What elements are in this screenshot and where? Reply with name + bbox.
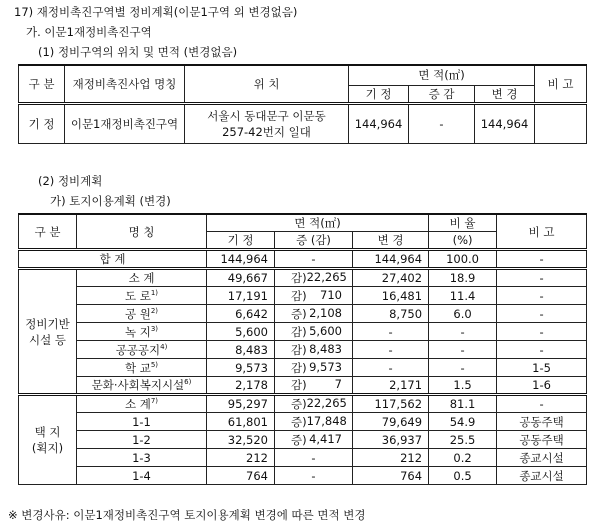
row-note: 공동주택 bbox=[497, 431, 587, 449]
footnote: ※ 변경사유: 이문1재정비촉진구역 토지이용계획 변경에 따른 면적 변경 bbox=[8, 508, 366, 522]
row-ratio: 18.9 bbox=[429, 269, 497, 287]
header-ratio: 비 율 bbox=[429, 214, 497, 232]
footnote-marker: 5) bbox=[150, 360, 159, 369]
total-label: 합 계 bbox=[19, 250, 207, 269]
change-value: 5,600 bbox=[309, 323, 342, 338]
table-row bbox=[19, 250, 587, 269]
change-value: 9,573 bbox=[309, 359, 342, 374]
row-existing: 2,178 bbox=[207, 377, 275, 395]
row-note: 1-5 bbox=[497, 359, 587, 377]
row-name bbox=[77, 359, 207, 377]
row-name-text: 1-2 bbox=[132, 432, 151, 447]
row-project-name: 이문1재정비촉진구역 bbox=[65, 103, 185, 143]
row-name-text: 1-4 bbox=[132, 468, 151, 483]
header-ratio-unit: (%) bbox=[429, 232, 497, 250]
row-changed: 212 bbox=[353, 449, 429, 467]
table-row bbox=[19, 359, 587, 377]
footnote-marker: 1) bbox=[150, 288, 159, 297]
row-existing: 95,297 bbox=[207, 395, 275, 413]
row-existing: 61,801 bbox=[207, 413, 275, 431]
infrastructure-group-label-line1: 정비기반 bbox=[25, 316, 70, 331]
change-sign: 감) bbox=[291, 324, 307, 339]
change-value: 8,483 bbox=[309, 341, 342, 356]
row-name bbox=[77, 305, 207, 323]
row-ratio: - bbox=[429, 323, 497, 341]
housing-lot-group-label bbox=[19, 395, 77, 485]
total-existing: 144,964 bbox=[207, 250, 275, 269]
total-changed: 144,964 bbox=[353, 250, 429, 269]
housing-lot-group-label-line2: (획지) bbox=[31, 441, 64, 455]
row-name bbox=[77, 431, 207, 449]
row-changed: - bbox=[353, 341, 429, 359]
row-change bbox=[275, 269, 353, 287]
page-heading: 17) 재정비촉진구역별 정비계획(이문1구역 외 변경없음) bbox=[14, 5, 298, 19]
change-value: 710 bbox=[320, 287, 342, 302]
row-name bbox=[77, 413, 207, 431]
row-change bbox=[275, 341, 353, 359]
header-name: 명 칭 bbox=[77, 214, 207, 250]
footnote-marker: 4) bbox=[160, 342, 168, 351]
row-name bbox=[77, 269, 207, 287]
header-changed: 변 경 bbox=[353, 232, 429, 250]
row-name-text: 도 로 bbox=[124, 288, 151, 303]
row-changed: - bbox=[353, 359, 429, 377]
row-existing: 144,964 bbox=[349, 103, 409, 143]
row-note: - bbox=[497, 341, 587, 359]
row-change bbox=[275, 431, 353, 449]
row-ratio: 11.4 bbox=[429, 287, 497, 305]
row-ratio: 81.1 bbox=[429, 395, 497, 413]
row-ratio: - bbox=[429, 359, 497, 377]
row-change: - bbox=[275, 467, 353, 485]
change-value: 22,265 bbox=[306, 396, 347, 410]
row-changed: - bbox=[353, 323, 429, 341]
row-name-text: 1-3 bbox=[132, 450, 151, 465]
change-sign: 감) bbox=[291, 288, 307, 303]
row-existing: 32,520 bbox=[207, 431, 275, 449]
row-changed: 79,649 bbox=[353, 413, 429, 431]
row-name-text: 공 원 bbox=[124, 306, 151, 321]
row-name bbox=[77, 449, 207, 467]
row-change bbox=[275, 377, 353, 395]
row-name-text: 소 계 bbox=[128, 271, 155, 285]
change-value: 2,108 bbox=[309, 305, 342, 320]
row-name-text: 공공공지 bbox=[115, 342, 161, 357]
change-sign: 감) bbox=[291, 342, 307, 357]
header-change: 증 감 bbox=[409, 85, 475, 103]
header-division: 구 분 bbox=[19, 65, 65, 103]
header-existing: 기 정 bbox=[349, 85, 409, 103]
row-note: 종교시설 bbox=[497, 467, 587, 485]
row-ratio: 0.5 bbox=[429, 467, 497, 485]
header-project-name: 재정비촉진사업 명칭 bbox=[65, 65, 185, 103]
table-row bbox=[19, 413, 587, 431]
table-row bbox=[19, 305, 587, 323]
change-value: 7 bbox=[334, 377, 342, 391]
location-line2: 257-42번지 일대 bbox=[222, 124, 311, 139]
land-use-table bbox=[18, 213, 587, 485]
header-existing: 기 정 bbox=[207, 232, 275, 250]
table-row bbox=[19, 269, 587, 287]
change-sign: 증) bbox=[291, 397, 307, 411]
row-name-text: 소 계 bbox=[124, 397, 151, 411]
row-ratio: 1.5 bbox=[429, 377, 497, 395]
table-row bbox=[19, 395, 587, 413]
row-change bbox=[275, 413, 353, 431]
row-change bbox=[275, 359, 353, 377]
table-row bbox=[19, 377, 587, 395]
change-sign: 증) bbox=[291, 414, 307, 429]
row-changed: 2,171 bbox=[353, 377, 429, 395]
change-sign: 감) bbox=[291, 378, 307, 392]
change-value: 22,265 bbox=[306, 270, 347, 284]
row-name bbox=[77, 467, 207, 485]
infrastructure-group-label-line2: 시설 등 bbox=[29, 332, 66, 347]
row-name bbox=[77, 377, 207, 395]
row-change bbox=[275, 305, 353, 323]
change-sign: 증) bbox=[291, 432, 307, 447]
row-note: 종교시설 bbox=[497, 449, 587, 467]
total-change: - bbox=[275, 250, 353, 269]
table-row bbox=[19, 449, 587, 467]
footnote-marker: 6) bbox=[184, 378, 192, 387]
table-row bbox=[19, 103, 587, 143]
row-name bbox=[77, 287, 207, 305]
row-note: - bbox=[497, 323, 587, 341]
row-change bbox=[275, 395, 353, 413]
footnote-marker: 7) bbox=[150, 397, 159, 406]
section2-subtitle: 가) 토지이용계획 (변경) bbox=[50, 194, 171, 208]
row-division: 기 정 bbox=[19, 103, 65, 143]
row-existing: 17,191 bbox=[207, 287, 275, 305]
row-name-text: 학 교 bbox=[124, 360, 151, 375]
header-changed: 변 경 bbox=[475, 85, 535, 103]
table-row bbox=[19, 431, 587, 449]
row-note bbox=[535, 103, 587, 143]
row-name-text: 녹 지 bbox=[124, 324, 151, 339]
section-subheading: 가. 이문1재정비촉진구역 bbox=[26, 25, 152, 39]
row-ratio: 6.0 bbox=[429, 305, 497, 323]
header-area: 면 적(㎡) bbox=[207, 214, 429, 232]
change-sign: 감) bbox=[291, 360, 307, 375]
row-changed: 16,481 bbox=[353, 287, 429, 305]
row-changed: 27,402 bbox=[353, 269, 429, 287]
table-row bbox=[19, 287, 587, 305]
row-existing: 9,573 bbox=[207, 359, 275, 377]
header-area: 면 적(㎡) bbox=[349, 65, 535, 85]
change-value: 4,417 bbox=[309, 431, 342, 446]
row-existing: 49,667 bbox=[207, 269, 275, 287]
row-existing: 5,600 bbox=[207, 323, 275, 341]
row-changed: 764 bbox=[353, 467, 429, 485]
row-name-text: 문화·사회복지시설 bbox=[91, 378, 185, 392]
row-changed: 144,964 bbox=[475, 103, 535, 143]
infrastructure-group-label bbox=[19, 269, 77, 395]
header-note: 비 고 bbox=[535, 65, 587, 103]
row-location bbox=[185, 103, 349, 143]
row-ratio: 25.5 bbox=[429, 431, 497, 449]
row-note: - bbox=[497, 395, 587, 413]
header-note: 비 고 bbox=[497, 214, 587, 250]
row-change bbox=[275, 287, 353, 305]
section1-title: (1) 정비구역의 위치 및 면적 (변경없음) bbox=[38, 45, 238, 59]
table-row bbox=[19, 341, 587, 359]
change-sign: 감) bbox=[291, 271, 307, 285]
header-location: 위 치 bbox=[185, 65, 349, 103]
change-value: 17,848 bbox=[306, 413, 347, 428]
row-note: - bbox=[497, 269, 587, 287]
row-ratio: - bbox=[429, 341, 497, 359]
row-existing: 8,483 bbox=[207, 341, 275, 359]
total-note: - bbox=[497, 250, 587, 269]
row-note: - bbox=[497, 305, 587, 323]
row-note: 1-6 bbox=[497, 377, 587, 395]
row-note: - bbox=[497, 287, 587, 305]
row-changed: 117,562 bbox=[353, 395, 429, 413]
total-ratio: 100.0 bbox=[429, 250, 497, 269]
row-existing: 212 bbox=[207, 449, 275, 467]
row-changed: 8,750 bbox=[353, 305, 429, 323]
location-area-table bbox=[18, 64, 587, 144]
row-ratio: 0.2 bbox=[429, 449, 497, 467]
table-row bbox=[19, 467, 587, 485]
row-ratio: 54.9 bbox=[429, 413, 497, 431]
row-name-text: 1-1 bbox=[132, 414, 151, 429]
location-line1: 서울시 동대문구 이문동 bbox=[207, 108, 326, 123]
housing-lot-group-label-line1: 택 지 bbox=[34, 425, 61, 439]
footnote-marker: 2) bbox=[150, 306, 159, 315]
row-change: - bbox=[409, 103, 475, 143]
row-change bbox=[275, 323, 353, 341]
row-note: 공동주택 bbox=[497, 413, 587, 431]
row-existing: 764 bbox=[207, 467, 275, 485]
change-sign: 증) bbox=[291, 306, 307, 321]
row-name bbox=[77, 323, 207, 341]
header-division: 구 분 bbox=[19, 214, 77, 250]
table-row bbox=[19, 323, 587, 341]
header-change: 증 (감) bbox=[275, 232, 353, 250]
row-name bbox=[77, 341, 207, 359]
row-name bbox=[77, 395, 207, 413]
row-changed: 36,937 bbox=[353, 431, 429, 449]
section2-title: (2) 정비계획 bbox=[38, 174, 103, 188]
row-existing: 6,642 bbox=[207, 305, 275, 323]
row-change: - bbox=[275, 449, 353, 467]
footnote-marker: 3) bbox=[150, 324, 159, 333]
